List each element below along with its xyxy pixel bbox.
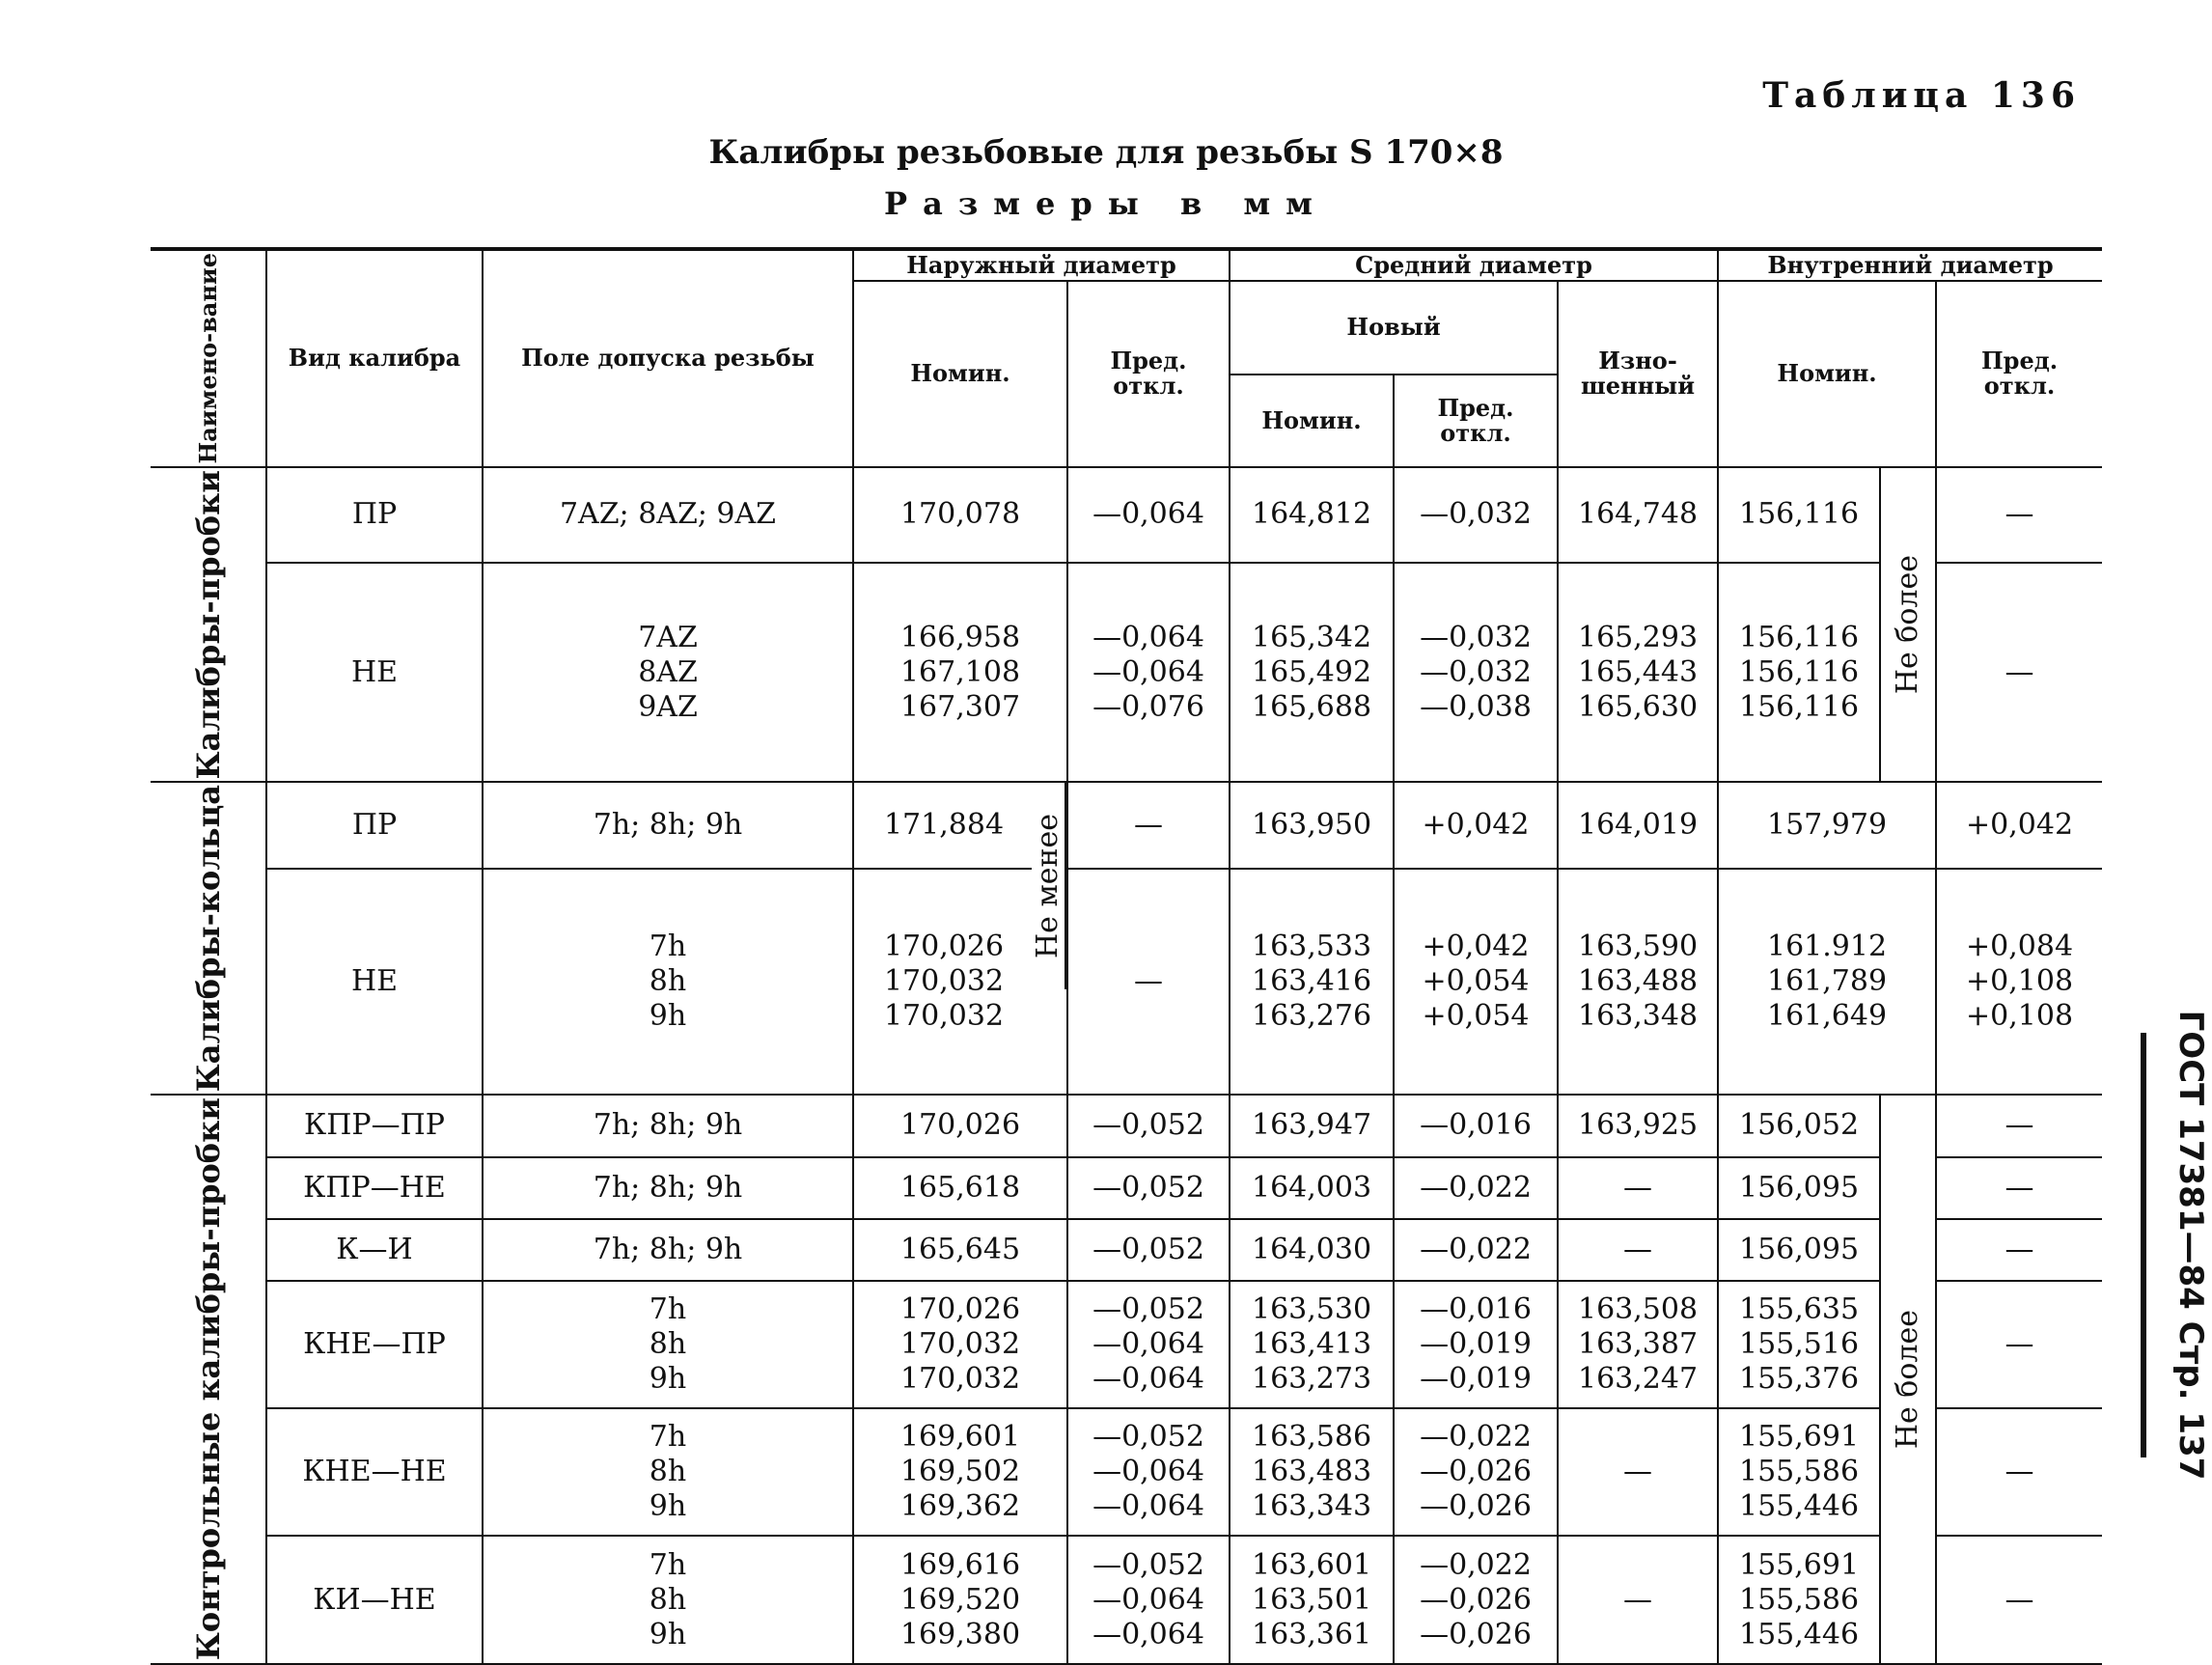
- cell-line: 7h: [649, 1547, 687, 1582]
- middle-nominal: [1230, 782, 1394, 869]
- cell-line: 155,446: [1739, 1617, 1860, 1651]
- outer-nominal: [853, 1536, 1067, 1663]
- cell-line: 165,342: [1251, 620, 1372, 654]
- cell-line: —0,076: [1092, 689, 1204, 724]
- table-row: [151, 782, 2102, 869]
- cell-line: 165,618: [899, 1170, 1021, 1205]
- cell-line: —0,064: [1092, 1582, 1204, 1617]
- cell-line: —: [1623, 1455, 1653, 1489]
- outer-deviation: [1067, 1536, 1230, 1663]
- tolerance-field: [483, 1536, 853, 1663]
- table-row: [151, 1408, 2102, 1536]
- cell-line: 170,032: [899, 1361, 1021, 1396]
- cell-line: 169,520: [899, 1582, 1021, 1617]
- cell-line: —0,022: [1420, 1170, 1532, 1205]
- cell-line: 164,003: [1251, 1170, 1372, 1205]
- cell-line: 155,586: [1739, 1582, 1860, 1617]
- mark-label: Не более: [1891, 554, 1925, 694]
- outer-deviation: [1067, 1408, 1230, 1536]
- cell-line: 166,958: [899, 620, 1021, 654]
- middle-deviation: [1394, 1408, 1558, 1536]
- gauge-type: НЕ: [266, 563, 483, 782]
- table-row: [151, 1157, 2102, 1219]
- worn-value: [1558, 869, 1718, 1096]
- header-worn: Изно-шенный: [1558, 281, 1718, 467]
- cell-line: 165,443: [1577, 654, 1699, 689]
- cell-line: +0,042: [1422, 930, 1530, 964]
- middle-nominal: [1230, 1281, 1394, 1408]
- middle-nominal: [1230, 1219, 1394, 1281]
- inner-nominal: [1718, 1219, 1880, 1281]
- gauge-type: ПР: [266, 782, 483, 869]
- cell-line: 155,586: [1739, 1455, 1860, 1489]
- cell-line: 164,812: [1251, 497, 1372, 532]
- header-outer: Наружный диаметр: [853, 249, 1230, 281]
- cell-line: 155,516: [1739, 1326, 1860, 1361]
- cell-line: —: [2005, 1170, 2034, 1205]
- tolerance-field: [483, 563, 853, 782]
- worn-value: [1558, 1281, 1718, 1408]
- tolerance-field: [483, 869, 853, 1096]
- cell-line: 8h: [649, 1326, 687, 1361]
- outer-deviation: [1067, 782, 1230, 869]
- cell-line: 163,590: [1577, 930, 1699, 964]
- worn-value: [1558, 563, 1718, 782]
- header-middle-dev: Пред. откл.: [1394, 375, 1558, 467]
- cell-line: 169,362: [899, 1489, 1021, 1524]
- cell-line: 165,688: [1251, 689, 1372, 724]
- cell-line: —: [1623, 1232, 1653, 1266]
- cell-line: —: [2005, 497, 2034, 532]
- worn-value: [1558, 782, 1718, 869]
- gauge-type: КПР—НЕ: [266, 1157, 483, 1219]
- tolerance-field: [483, 467, 853, 564]
- cell-line: 163,533: [1251, 930, 1372, 964]
- cell-line: 7AZ; 8AZ; 9AZ: [559, 497, 777, 532]
- cell-line: 161.912: [1767, 930, 1888, 964]
- cell-line: —0,022: [1420, 1547, 1532, 1582]
- cell-line: —0,064: [1092, 1617, 1204, 1651]
- cell-line: 170,026: [899, 1291, 1021, 1326]
- outer-nominal: [853, 1408, 1067, 1536]
- cell-line: —: [2005, 1108, 2034, 1143]
- cell-line: +0,042: [1966, 807, 2074, 842]
- side-rule: [2141, 1033, 2146, 1457]
- middle-nominal: [1230, 1157, 1394, 1219]
- cell-line: 167,108: [899, 654, 1021, 689]
- cell-line: —0,022: [1420, 1420, 1532, 1455]
- middle-deviation: [1394, 782, 1558, 869]
- cell-line: —0,064: [1092, 1361, 1204, 1396]
- tolerance-field: [483, 1095, 853, 1156]
- cell-line: —: [2005, 654, 2034, 689]
- inner-deviation: [1936, 782, 2102, 869]
- cell-line: —: [2005, 1326, 2034, 1361]
- cell-line: 163,413: [1251, 1326, 1372, 1361]
- cell-line: 8h: [649, 1582, 687, 1617]
- cell-line: 7AZ: [638, 620, 698, 654]
- cell-line: 157,979: [1767, 807, 1888, 842]
- header-inner-dev: Пред. откл.: [1936, 281, 2102, 467]
- cell-line: 163,601: [1251, 1547, 1372, 1582]
- cell-line: 163,488: [1577, 964, 1699, 999]
- gauge-type: КПР—ПР: [266, 1095, 483, 1156]
- cell-line: 9h: [649, 1361, 687, 1396]
- cell-line: 9h: [649, 1489, 687, 1524]
- group-label: Калибры-пробки: [189, 469, 227, 780]
- cell-line: 164,748: [1577, 497, 1699, 532]
- cell-line: 161,649: [1767, 999, 1888, 1034]
- group-label: Контрольные калибры-пробки: [189, 1097, 227, 1661]
- cell-line: 163,276: [1251, 999, 1372, 1034]
- gauge-type: КНЕ—ПР: [266, 1281, 483, 1408]
- cell-line: —0,052: [1092, 1108, 1204, 1143]
- gauge-type: ПР: [266, 467, 483, 564]
- inner-deviation: [1936, 1536, 2102, 1663]
- mark-not-more: [1880, 1095, 1936, 1663]
- cell-line: +0,084: [1966, 930, 2074, 964]
- cell-line: —0,026: [1420, 1582, 1532, 1617]
- gauge-type: К—И: [266, 1219, 483, 1281]
- gauge-type: КНЕ—НЕ: [266, 1408, 483, 1536]
- cell-line: 165,645: [899, 1232, 1021, 1266]
- cell-line: 170,078: [899, 497, 1021, 532]
- header-inner-nom: Номин.: [1718, 281, 1936, 467]
- middle-deviation: [1394, 563, 1558, 782]
- cell-line: —0,016: [1420, 1291, 1532, 1326]
- cell-line: 163,348: [1577, 999, 1699, 1034]
- inner-deviation: [1936, 1095, 2102, 1156]
- cell-line: 163,361: [1251, 1617, 1372, 1651]
- inner-deviation: [1936, 869, 2102, 1096]
- cell-line: 7h: [649, 930, 687, 964]
- table-row: [151, 869, 2102, 1096]
- cell-line: —0,052: [1092, 1170, 1204, 1205]
- cell-line: —0,052: [1092, 1232, 1204, 1266]
- cell-line: —: [2005, 1455, 2034, 1489]
- table-caption: Калибры резьбовые для резьбы S 170×8: [708, 133, 1504, 172]
- gauge-type: КИ—НЕ: [266, 1536, 483, 1663]
- tolerance-field: [483, 1281, 853, 1408]
- middle-nominal: [1230, 1536, 1394, 1663]
- cell-line: 163,501: [1251, 1582, 1372, 1617]
- cell-line: —0,052: [1092, 1420, 1204, 1455]
- header-row-1: [151, 249, 2102, 281]
- cell-line: 7h: [649, 1420, 687, 1455]
- cell-line: 7h; 8h; 9h: [593, 1170, 743, 1205]
- outer-nominal: [853, 467, 1067, 564]
- worn-value: [1558, 1408, 1718, 1536]
- outer-nominal: [853, 563, 1067, 782]
- cell-line: 155,691: [1739, 1547, 1860, 1582]
- cell-line: 8h: [649, 964, 687, 999]
- mark-not-less: Не менее: [1032, 783, 1066, 989]
- cell-line: 170,032: [899, 1326, 1021, 1361]
- cell-line: 155,446: [1739, 1489, 1860, 1524]
- cell-line: 156,116: [1739, 689, 1860, 724]
- cell-line: —0,052: [1092, 1291, 1204, 1326]
- cell-line: —0,019: [1420, 1326, 1532, 1361]
- cell-line: —0,064: [1092, 497, 1204, 532]
- gauge-table: [151, 247, 2102, 1665]
- table-row: [151, 1095, 2102, 1156]
- cell-line: 9h: [649, 1617, 687, 1651]
- header-new: Новый: [1230, 281, 1558, 375]
- table-row: [151, 563, 2102, 782]
- cell-line: 8AZ: [638, 654, 698, 689]
- mark-label: Не более: [1891, 1309, 1925, 1450]
- inner-deviation: [1936, 1219, 2102, 1281]
- cell-line: 156,095: [1739, 1170, 1860, 1205]
- middle-deviation: [1394, 1281, 1558, 1408]
- cell-line: —0,064: [1092, 1455, 1204, 1489]
- outer-nominal: [853, 1219, 1067, 1281]
- cell-line: 169,616: [899, 1547, 1021, 1582]
- table-number: Таблица 136: [1762, 75, 2081, 116]
- table-row: [151, 1219, 2102, 1281]
- cell-line: 163,508: [1577, 1291, 1699, 1326]
- tolerance-field: [483, 1157, 853, 1219]
- cell-line: 7h; 8h; 9h: [593, 807, 743, 842]
- cell-line: 164,030: [1251, 1232, 1372, 1266]
- middle-deviation: [1394, 1219, 1558, 1281]
- cell-line: 9h: [649, 999, 687, 1034]
- cell-line: —0,032: [1420, 497, 1532, 532]
- inner-nominal: [1718, 869, 1936, 1096]
- cell-line: 170,026: [883, 930, 1005, 964]
- tolerance-field: [483, 1408, 853, 1536]
- outer-deviation: [1067, 467, 1230, 564]
- cell-line: 163,925: [1577, 1108, 1699, 1143]
- cell-line: +0,108: [1966, 999, 2074, 1034]
- middle-deviation: [1394, 869, 1558, 1096]
- worn-value: [1558, 467, 1718, 564]
- cell-line: 163,530: [1251, 1291, 1372, 1326]
- outer-nominal: [853, 1095, 1067, 1156]
- cell-line: 7h; 8h; 9h: [593, 1232, 743, 1266]
- middle-deviation: [1394, 467, 1558, 564]
- cell-line: —0,064: [1092, 1489, 1204, 1524]
- cell-line: 156,116: [1739, 620, 1860, 654]
- cell-line: 163,343: [1251, 1489, 1372, 1524]
- outer-nominal: [853, 1281, 1067, 1408]
- cell-line: 156,052: [1739, 1108, 1860, 1143]
- cell-line: 155,691: [1739, 1420, 1860, 1455]
- gauge-type: НЕ: [266, 869, 483, 1096]
- tolerance-field: [483, 782, 853, 869]
- cell-line: 9AZ: [638, 689, 698, 724]
- middle-deviation: [1394, 1095, 1558, 1156]
- units-note: Размеры в мм: [884, 185, 1328, 222]
- cell-line: +0,042: [1422, 807, 1530, 842]
- cell-line: 7h: [649, 1291, 687, 1326]
- tolerance-field: [483, 1219, 853, 1281]
- outer-deviation: [1067, 1095, 1230, 1156]
- cell-line: —0,016: [1420, 1108, 1532, 1143]
- cell-line: —: [1623, 1170, 1653, 1205]
- table-row: [151, 1536, 2102, 1663]
- header-outer-nom: Номин.: [853, 281, 1067, 467]
- cell-line: —0,026: [1420, 1617, 1532, 1651]
- inner-nominal: [1718, 1157, 1880, 1219]
- cell-line: —0,032: [1420, 654, 1532, 689]
- cell-line: —0,032: [1420, 620, 1532, 654]
- group-label: Калибры-кольца: [189, 785, 227, 1093]
- table-row: [151, 467, 2102, 564]
- cell-line: 171,884: [883, 807, 1005, 842]
- cell-line: —0,026: [1420, 1489, 1532, 1524]
- cell-line: —: [1134, 964, 1163, 999]
- cell-line: —: [1623, 1582, 1653, 1617]
- inner-nominal: [1718, 782, 1936, 869]
- cell-line: 170,026: [899, 1108, 1021, 1143]
- cell-line: +0,108: [1966, 964, 2074, 999]
- group-control: [151, 1095, 266, 1663]
- cell-line: 163,586: [1251, 1420, 1372, 1455]
- cell-line: 163,950: [1251, 807, 1372, 842]
- middle-nominal: [1230, 467, 1394, 564]
- header-type: Вид калибра: [266, 249, 483, 467]
- cell-line: —: [1134, 807, 1163, 842]
- cell-line: 161,789: [1767, 964, 1888, 999]
- worn-value: [1558, 1157, 1718, 1219]
- cell-line: —0,064: [1092, 1326, 1204, 1361]
- cell-line: —: [2005, 1232, 2034, 1266]
- header-middle: Средний диаметр: [1230, 249, 1718, 281]
- cell-line: 165,630: [1577, 689, 1699, 724]
- cell-line: 155,376: [1739, 1361, 1860, 1396]
- middle-nominal: [1230, 1095, 1394, 1156]
- cell-line: —0,022: [1420, 1232, 1532, 1266]
- inner-deviation: [1936, 563, 2102, 782]
- cell-line: +0,054: [1422, 964, 1530, 999]
- header-middle-nom: Номин.: [1230, 375, 1394, 467]
- table-row: [151, 1281, 2102, 1408]
- middle-deviation: [1394, 1536, 1558, 1663]
- worn-value: [1558, 1095, 1718, 1156]
- cell-line: 156,095: [1739, 1232, 1860, 1266]
- inner-deviation: [1936, 1281, 2102, 1408]
- cell-line: —0,019: [1420, 1361, 1532, 1396]
- middle-nominal: [1230, 869, 1394, 1096]
- cell-line: 163,247: [1577, 1361, 1699, 1396]
- inner-nominal: [1718, 1536, 1880, 1663]
- cell-line: 170,032: [883, 999, 1005, 1034]
- header-inner: Внутренний диаметр: [1718, 249, 2102, 281]
- middle-deviation: [1394, 1157, 1558, 1219]
- group-rings: [151, 782, 266, 1095]
- cell-line: 7h; 8h; 9h: [593, 1108, 743, 1143]
- cell-line: 163,387: [1577, 1326, 1699, 1361]
- outer-deviation: [1067, 563, 1230, 782]
- inner-nominal: [1718, 563, 1880, 782]
- cell-line: 163,947: [1251, 1108, 1372, 1143]
- cell-line: 163,273: [1251, 1361, 1372, 1396]
- cell-line: 8h: [649, 1455, 687, 1489]
- mark-not-more: [1880, 467, 1936, 783]
- cell-line: 169,502: [899, 1455, 1021, 1489]
- inner-deviation: [1936, 1408, 2102, 1536]
- outer-deviation: [1067, 869, 1230, 1096]
- cell-line: 167,307: [899, 689, 1021, 724]
- cell-line: 169,380: [899, 1617, 1021, 1651]
- inner-deviation: [1936, 1157, 2102, 1219]
- cell-line: —0,026: [1420, 1455, 1532, 1489]
- cell-line: 156,116: [1739, 497, 1860, 532]
- inner-nominal: [1718, 1095, 1880, 1156]
- middle-nominal: [1230, 1408, 1394, 1536]
- cell-line: 169,601: [899, 1420, 1021, 1455]
- standard-reference: ГОСТ 17381—84 Стр. 137: [2171, 1010, 2210, 1481]
- cell-line: 156,116: [1739, 654, 1860, 689]
- header-name: Наимено-вание: [151, 249, 266, 467]
- cell-line: 165,293: [1577, 620, 1699, 654]
- middle-nominal: [1230, 563, 1394, 782]
- cell-line: 165,492: [1251, 654, 1372, 689]
- cell-line: —0,064: [1092, 620, 1204, 654]
- cell-line: —0,052: [1092, 1547, 1204, 1582]
- outer-deviation: [1067, 1219, 1230, 1281]
- inner-nominal: [1718, 467, 1880, 564]
- cell-line: +0,054: [1422, 999, 1530, 1034]
- outer-deviation: [1067, 1281, 1230, 1408]
- cell-line: 163,416: [1251, 964, 1372, 999]
- worn-value: [1558, 1536, 1718, 1663]
- cell-line: —0,064: [1092, 654, 1204, 689]
- inner-nominal: [1718, 1408, 1880, 1536]
- cell-line: 163,483: [1251, 1455, 1372, 1489]
- outer-nominal: [853, 1157, 1067, 1219]
- group-plugs: [151, 467, 266, 783]
- cell-line: 164,019: [1577, 807, 1699, 842]
- cell-line: —: [2005, 1582, 2034, 1617]
- cell-line: 170,032: [883, 964, 1005, 999]
- outer-deviation: [1067, 1157, 1230, 1219]
- worn-value: [1558, 1219, 1718, 1281]
- cell-line: 155,635: [1739, 1291, 1860, 1326]
- header-outer-dev: Пред. откл.: [1067, 281, 1230, 467]
- cell-line: —0,038: [1420, 689, 1532, 724]
- header-field: Поле допуска резьбы: [483, 249, 853, 467]
- inner-deviation: [1936, 467, 2102, 564]
- inner-nominal: [1718, 1281, 1880, 1408]
